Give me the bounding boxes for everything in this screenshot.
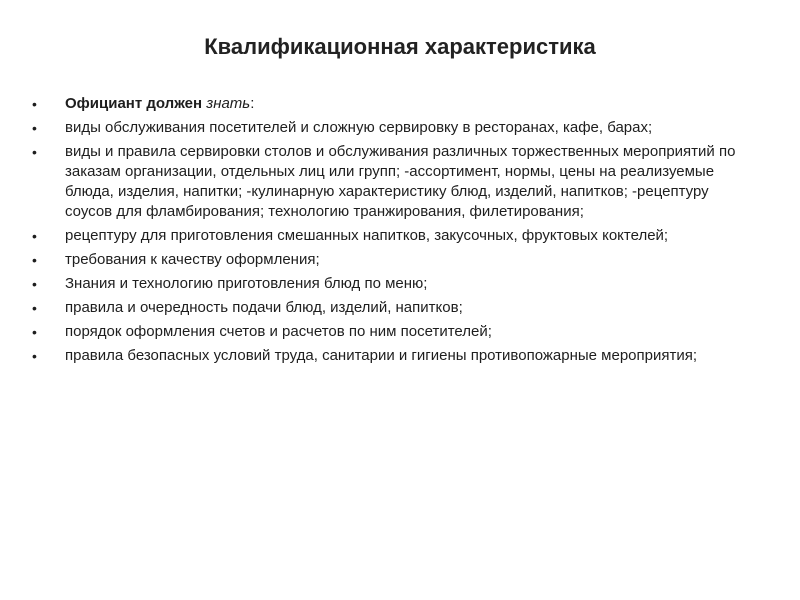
- bullet-icon: •: [32, 276, 37, 292]
- bullet-icon: •: [32, 120, 37, 136]
- list-item: [32, 322, 752, 342]
- list-item: [32, 250, 752, 270]
- slide-title: Квалификационная характеристика: [204, 34, 596, 59]
- bullet-icon: •: [32, 348, 37, 364]
- list-item-text: Знания и технологию приготовления блюд по меню;: [65, 275, 428, 292]
- item-italic-text: знать: [206, 95, 251, 112]
- list-item: [32, 94, 752, 114]
- list-item-text: виды и правила сервировки столов и обслуживания различных торжественных мероприятий по заказам организации, отдельных лиц или групп; -ассортимент, нормы, цены на реализуемые блюда, изделия, напитки; -кулинарную характеристику блюд, изделий, напитков; -рецептуру соусов для фламбирования; технологию транжирования, филетирования;: [65, 143, 736, 220]
- list-item: [32, 118, 752, 138]
- bullet-icon: •: [32, 144, 37, 160]
- list-item-text: правила безопасных условий труда, санитарии и гигиены противопожарные мероприятия;: [65, 347, 698, 364]
- list-item-text: правила и очередность подачи блюд, изделий, напитков;: [65, 299, 463, 316]
- list-item-text: порядок оформления счетов и расчетов по ним посетителей;: [65, 323, 492, 340]
- list-item-text: виды обслуживания посетителей и сложную сервировку в ресторанах, кафе, барах;: [65, 119, 653, 136]
- list-item-text: требования к качеству оформления;: [65, 251, 320, 268]
- bullet-list: [32, 94, 752, 370]
- list-item: [32, 298, 752, 318]
- item-tail-text: :: [250, 95, 255, 112]
- list-item: [32, 142, 752, 222]
- bullet-icon: •: [32, 228, 37, 244]
- list-item: [32, 226, 752, 246]
- list-item: [32, 346, 752, 366]
- bullet-icon: •: [32, 96, 37, 112]
- item-bold-text: Официант должен: [65, 95, 203, 112]
- bullet-icon: •: [32, 324, 37, 340]
- list-item: [32, 274, 752, 294]
- bullet-icon: •: [32, 300, 37, 316]
- list-item-text: рецептуру для приготовления смешанных напитков, закусочных, фруктовых коктелей;: [65, 227, 669, 244]
- bullet-icon: •: [32, 252, 37, 268]
